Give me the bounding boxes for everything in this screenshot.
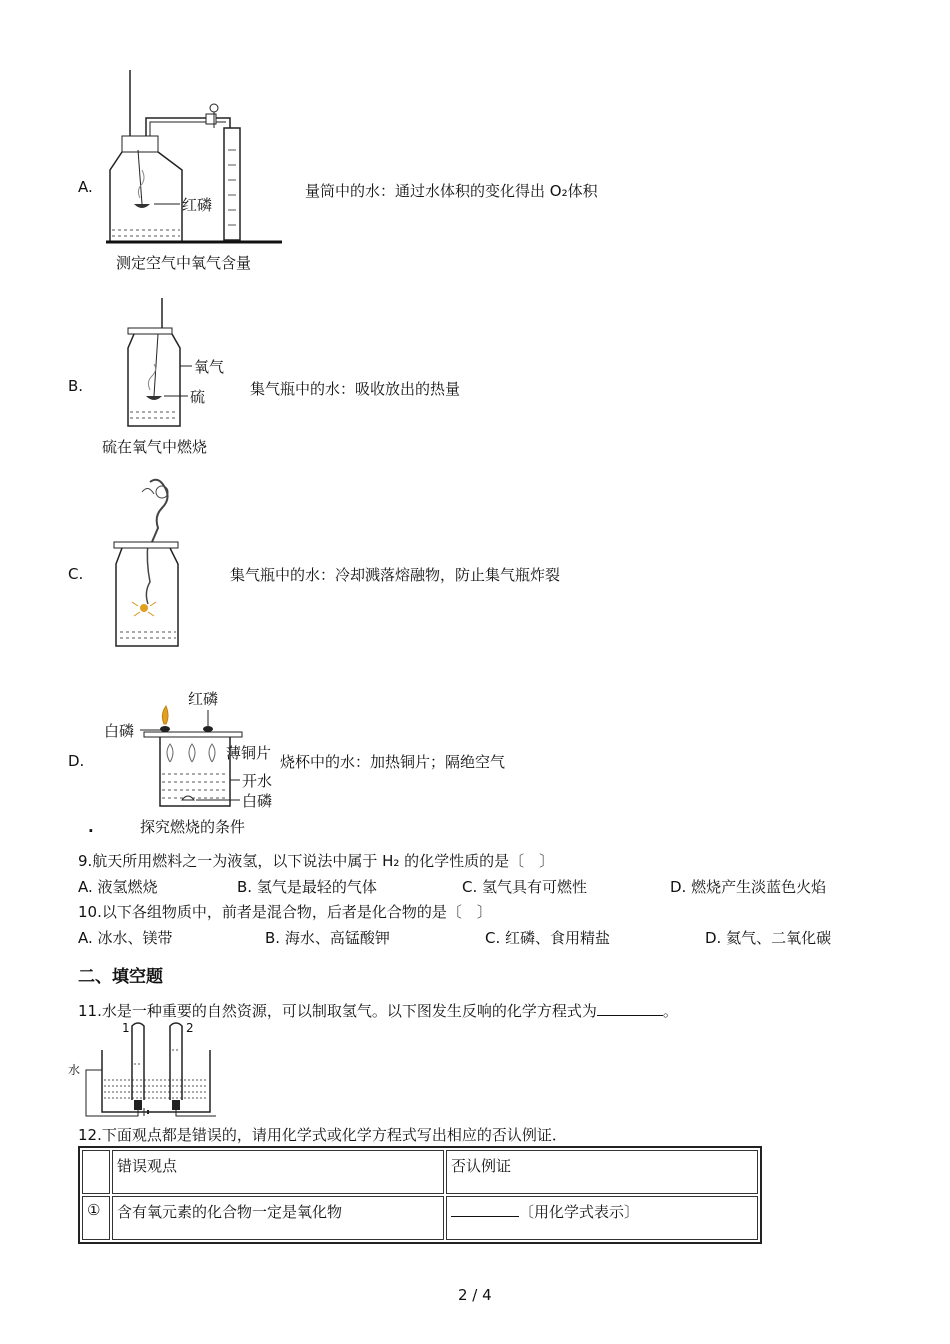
q12-answer-blank[interactable] [451, 1202, 519, 1217]
tube-2-label: 2 [186, 1021, 194, 1035]
header-wrong-view: 错误观点 [112, 1150, 444, 1194]
q10-option-a: A. 冰水、镁带 [78, 929, 173, 947]
refutation-table [78, 1146, 762, 1244]
row-num: ① [82, 1196, 110, 1240]
tube-1-label: 1 [122, 1021, 130, 1035]
option-b-letter: B. [68, 377, 84, 395]
stray-dot: . [88, 818, 94, 836]
header-num [82, 1150, 110, 1194]
q11-stem [78, 1000, 678, 1021]
q12-stem: 12.下面观点都是错误的，请用化学式或化学方程式写出相应的否认例证． [78, 1126, 567, 1144]
white-phosphorus-bottom-label: 白磷 [242, 792, 273, 810]
option-a-description: 量筒中的水：通过水体积的变化得出 O₂体积 [305, 182, 598, 200]
option-b-description: 集气瓶中的水：吸收放出的热量 [250, 380, 461, 398]
q9-stem: 9.航天所用燃料之一为液氢，以下说法中属于 H₂ 的化学性质的是〔 〕 [78, 852, 555, 870]
row-evidence [446, 1196, 758, 1240]
iron-wire-burning-figure [110, 472, 190, 652]
table-row [82, 1196, 758, 1240]
electrolysis-apparatus-figure [66, 1020, 226, 1120]
q10-stem: 10.以下各组物质中，前者是混合物，后者是化合物的是〔 〕 [78, 903, 492, 921]
white-phosphorus-top-label: 白磷 [104, 722, 135, 740]
combustion-conditions-figure [100, 682, 290, 842]
q9-option-b: B. 氢气是最轻的气体 [237, 878, 377, 896]
option-d-description: 烧杯中的水：加热铜片；隔绝空气 [280, 753, 506, 771]
oxygen-content-apparatus-figure [100, 70, 290, 275]
figure-d-caption: 探究燃烧的条件 [140, 818, 246, 836]
q10-option-c: C. 红磷、食用精盐 [485, 929, 611, 947]
q9-option-a: A. 液氢燃烧 [78, 878, 158, 896]
table-header-row [82, 1150, 758, 1194]
option-d-letter: D. [68, 752, 85, 770]
oxygen-label: 氧气 [194, 358, 225, 376]
q11-answer-blank[interactable] [597, 1001, 663, 1016]
header-evidence: 否认例证 [446, 1150, 758, 1194]
water-label: 水 [68, 1063, 81, 1077]
sulfur-burning-figure [100, 298, 240, 458]
row-wrong-view: 含有氧元素的化合物一定是氧化物 [112, 1196, 444, 1240]
q11-stem-end: 。 [662, 1002, 678, 1020]
row-evidence-hint: 〔用化学式表示〕 [519, 1203, 640, 1221]
q11-stem-text: 11.水是一种重要的自然资源，可以制取氢气。以下图发生反响的化学方程式为 [78, 1002, 597, 1020]
red-phosphorus-top-label: 红磷 [188, 690, 219, 708]
copper-sheet-label: 薄铜片 [226, 744, 272, 762]
q10-option-b: B. 海水、高锰酸钾 [265, 929, 390, 947]
q10-option-d: D. 氦气、二氧化碳 [705, 929, 832, 947]
option-c-description: 集气瓶中的水：冷却溅落熔融物，防止集气瓶炸裂 [230, 566, 561, 584]
boiling-water-label: 开水 [242, 772, 273, 790]
figure-a-caption: 测定空气中氧气含量 [116, 254, 252, 272]
option-c-letter: C. [68, 565, 84, 583]
sulfur-label: 硫 [190, 388, 206, 406]
red-phosphorus-label: 红磷 [182, 196, 213, 214]
option-a-letter: A. [78, 178, 93, 196]
q9-option-d: D. 燃烧产生淡蓝色火焰 [670, 878, 827, 896]
figure-b-caption: 硫在氧气中燃烧 [102, 438, 208, 456]
q9-option-c: C. 氢气具有可燃性 [462, 878, 588, 896]
section-title: 二、填空题 [78, 967, 163, 987]
page-number: 2 / 4 [458, 1286, 492, 1304]
